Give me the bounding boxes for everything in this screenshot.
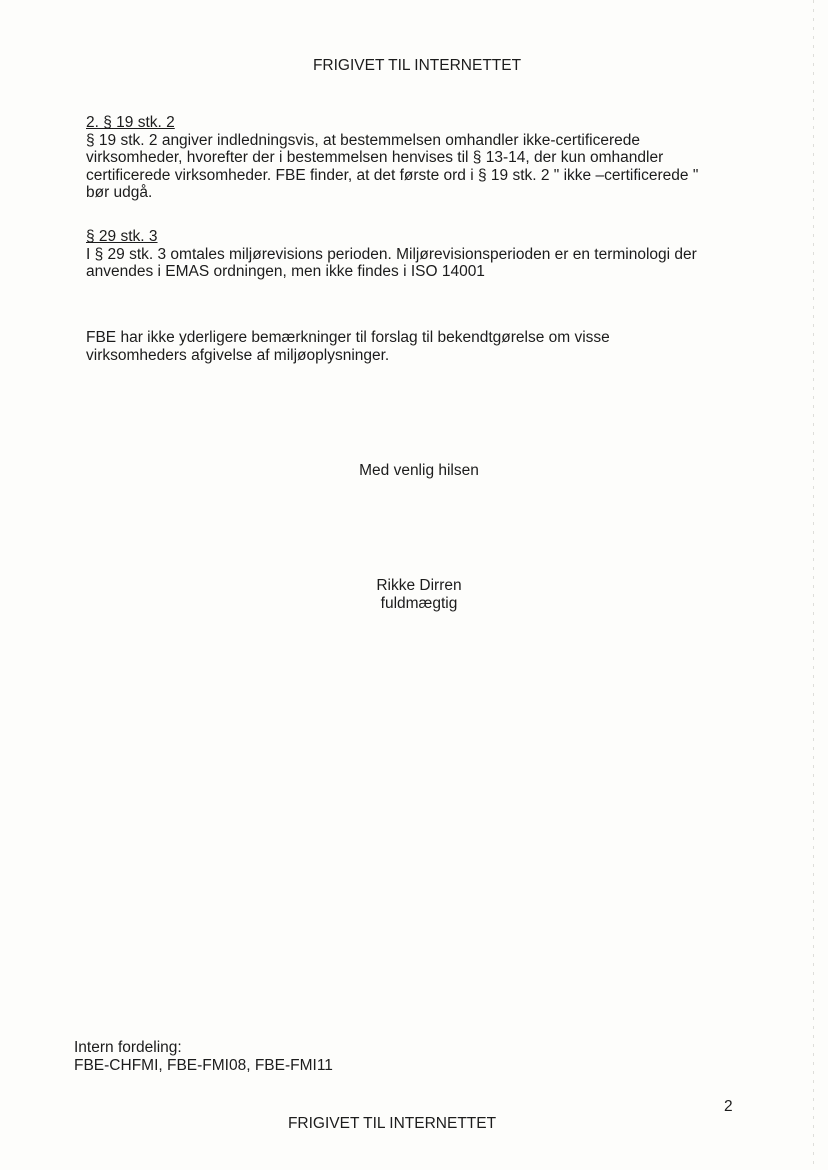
section-line: I § 29 stk. 3 omtales miljørevisions perioden. Miljørevisionsperioden er en terminologi der <box>86 245 697 263</box>
section-line: certificerede virksomheder. FBE finder, at det første ord i § 19 stk. 2 " ikke –certificerede " <box>86 166 699 184</box>
section-line: bør udgå. <box>86 184 153 201</box>
section-line: anvendes i EMAS ordningen, men ikke findes i ISO 14001 <box>86 263 485 280</box>
page-header: FRIGIVET TIL INTERNETTET <box>312 57 522 74</box>
section-19-stk-2 <box>86 114 766 202</box>
greeting: Med venlig hilsen <box>359 462 479 479</box>
section-29-stk-3 <box>86 228 766 281</box>
section-title: 2. § 19 stk. 2 <box>86 114 175 131</box>
signature-name: Rikke Dirren <box>376 577 462 594</box>
paragraph-line: virksomheders afgivelse af miljøoplysninger. <box>86 346 390 364</box>
distribution-label: Intern fordeling: <box>74 1039 182 1056</box>
signature-title: fuldmægtig <box>380 594 458 612</box>
section-line: § 19 stk. 2 angiver indledningsvis, at bestemmelsen omhandler ikke-certificerede <box>86 131 640 149</box>
section-line: virksomheder, hvorefter der i bestemmelsen henvises til § 13-14, der kun omhandler <box>86 149 664 166</box>
section-title: § 29 stk. 3 <box>86 228 158 245</box>
paragraph-line: FBE har ikke yderligere bemærkninger til forslag til bekendtgørelse om visse <box>86 329 610 346</box>
closing-paragraph <box>86 329 766 364</box>
page-number: 2 <box>724 1098 733 1115</box>
distribution-block <box>74 1039 754 1074</box>
distribution-recipients: FBE-CHFMI, FBE-FMI08, FBE-FMI11 <box>74 1056 333 1074</box>
signature-block <box>0 577 828 612</box>
page-footer: FRIGIVET TIL INTERNETTET <box>287 1115 497 1132</box>
